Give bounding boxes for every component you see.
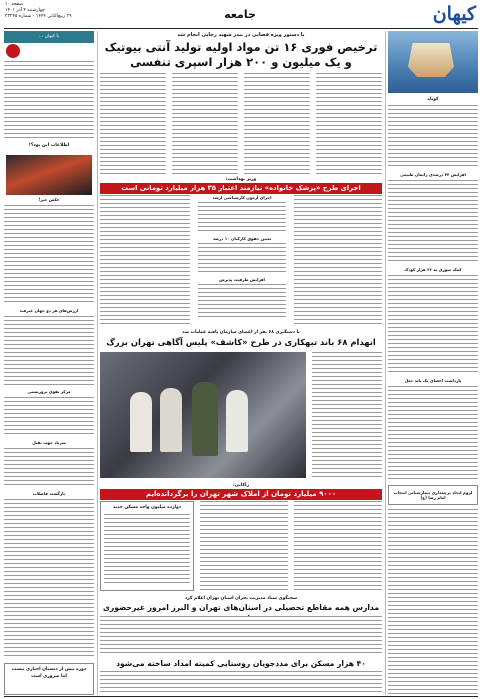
left-col-rule [97, 31, 98, 695]
right-text-1 [388, 105, 478, 169]
story2-title: اجرای طرح «پزشک خانواده» نیازمند اعتبار ۳۵ هزار میلیارد تومانی است [100, 183, 382, 194]
section-title: جامعه [224, 8, 256, 21]
right-headline-3: کمک سوری به ۲۶ هزار کودک [404, 267, 462, 272]
left-column [4, 31, 94, 695]
left-headline-3: مرکز تقوی تروریستی [27, 389, 71, 394]
story5-kicker: سخنگوی ستاد مدیریت بحران استان تهران اعلام کرد [184, 596, 298, 601]
story2-subhead-2: تعیین حقوق کارکنان ۱۰ درصد [212, 236, 272, 241]
kayhan-logo: کیهان [432, 3, 476, 25]
left-text-4 [4, 397, 94, 437]
right-boxed-title: لزوم ایجاد پرچمداری بیمارستانی انتخاب امام رضا (ع) [393, 490, 473, 500]
masthead-logo [406, 3, 476, 25]
story4-title: ۹۰۰۰ میلیارد تومان از املاک شهر تهران را برگردانده‌ایم [100, 489, 382, 500]
story2 [100, 177, 382, 327]
side-box [100, 501, 194, 591]
story3-photo [100, 352, 306, 478]
story3-text-col [312, 352, 382, 478]
left-headline-2: ارزش‌های هر دو جهان غبرفند [19, 308, 79, 313]
story4-text-col2 [200, 501, 288, 591]
story6 [100, 658, 382, 695]
story3-title: انهدام ۶۸ باند تبهکاری در طرح «کاشف» پلیس آگاهی تهران بزرگ [106, 337, 376, 347]
right-headline-4: بازداشت اعضای یک باند جعل [404, 378, 462, 383]
story3 [100, 330, 382, 480]
ship-ad-graphic [388, 31, 478, 93]
right-headline-2: افزایش ۳۴ درصدی زایمان طبیعی [400, 172, 466, 177]
story3-kicker: با دستگیری ۶۸ نفر از اعضای سازمان یافته عملیات شد [182, 330, 300, 335]
left-boxed-title-1: دوره پیش از دبستان اجباری نیست [11, 667, 87, 672]
left-headline-5: بازگشت فاضلاب [32, 491, 66, 496]
date-line1: چهارشنبه ۴ آذر ۱۴۰۱ [5, 8, 45, 13]
left-text-2 [4, 205, 94, 305]
left-headline-1: اطلاعات این بود؟! [28, 143, 70, 148]
left-photo [6, 155, 92, 195]
story5-title: مدارس همه مقاطع تحصیلی در استان‌های تهران و البرز امروز غیرحضوری [102, 603, 380, 612]
story2-mid [198, 195, 286, 325]
right-text-3 [388, 275, 478, 375]
masthead [0, 0, 482, 30]
left-boxed-title-2: اما ضروری است [31, 674, 67, 679]
story2-text-col3 [100, 195, 190, 325]
story5-text [100, 616, 382, 654]
lead-text-col1 [316, 73, 382, 177]
lead-story [100, 31, 382, 177]
right-text-2 [388, 180, 478, 264]
page-label: صفحه ۱۰ [5, 2, 24, 7]
story5 [100, 596, 382, 656]
right-column [388, 31, 478, 695]
ad-strip: با کیهان ... [4, 31, 94, 43]
lead-text-col3 [172, 73, 238, 177]
left-headline-4: سرباد جهت تقبل [32, 440, 66, 445]
date-line2: ۲۹ ربیع‌الثانی ۱۴۴۴ - شماره ۲۳۲۴۵ [5, 14, 72, 19]
side-box-title: دوازده میلیون واحد مسکن جدید [112, 505, 182, 510]
red-star-logo [6, 44, 20, 58]
left-text-6 [4, 499, 94, 659]
story2-subhead-1: اجرای آزمون کارشناسی ارشد [212, 195, 272, 200]
story2-text-col1 [294, 195, 382, 325]
left-text-5 [4, 448, 94, 488]
story4-kicker: زاکانی: [232, 483, 250, 488]
right-text-5 [388, 509, 478, 695]
story6-text [100, 671, 382, 695]
lead-title-line1: ترخیص فوری ۱۶ تن مواد اولیه تولید آنتی بیوتیک [104, 40, 378, 54]
lead-kicker: با دستور ویژه قضایی در بندر شهید رجایی انجام شد [177, 32, 305, 38]
story2-subhead-3: افزایش ظرفیت پذیرش [219, 277, 265, 282]
right-boxed-article [388, 485, 478, 505]
left-photo-caption: عکس خبر! [38, 197, 60, 202]
right-text-4 [388, 386, 478, 482]
date-block [5, 2, 95, 20]
story4-text-col1 [294, 501, 382, 591]
masthead-rule [4, 28, 478, 29]
story2-kicker: وزیر بهداشت: [225, 177, 257, 182]
right-col-rule [385, 31, 386, 695]
lead-text-col4 [100, 73, 166, 177]
story4 [100, 483, 382, 593]
lead-title-line2: و یک میلیون و ۲۰۰ هزار اسپری تنفسی [130, 55, 352, 69]
right-headline-1: کوتاه [427, 97, 439, 102]
lead-text-col2 [244, 73, 310, 177]
left-boxed-article [4, 663, 94, 695]
footer-rule [4, 696, 478, 697]
left-text-1 [4, 61, 94, 141]
story6-title: ۴۰ هزار مسکن برای مددجویان روستایی کمیته امداد ساخته می‌شود [116, 659, 366, 668]
left-text-3 [4, 316, 94, 386]
